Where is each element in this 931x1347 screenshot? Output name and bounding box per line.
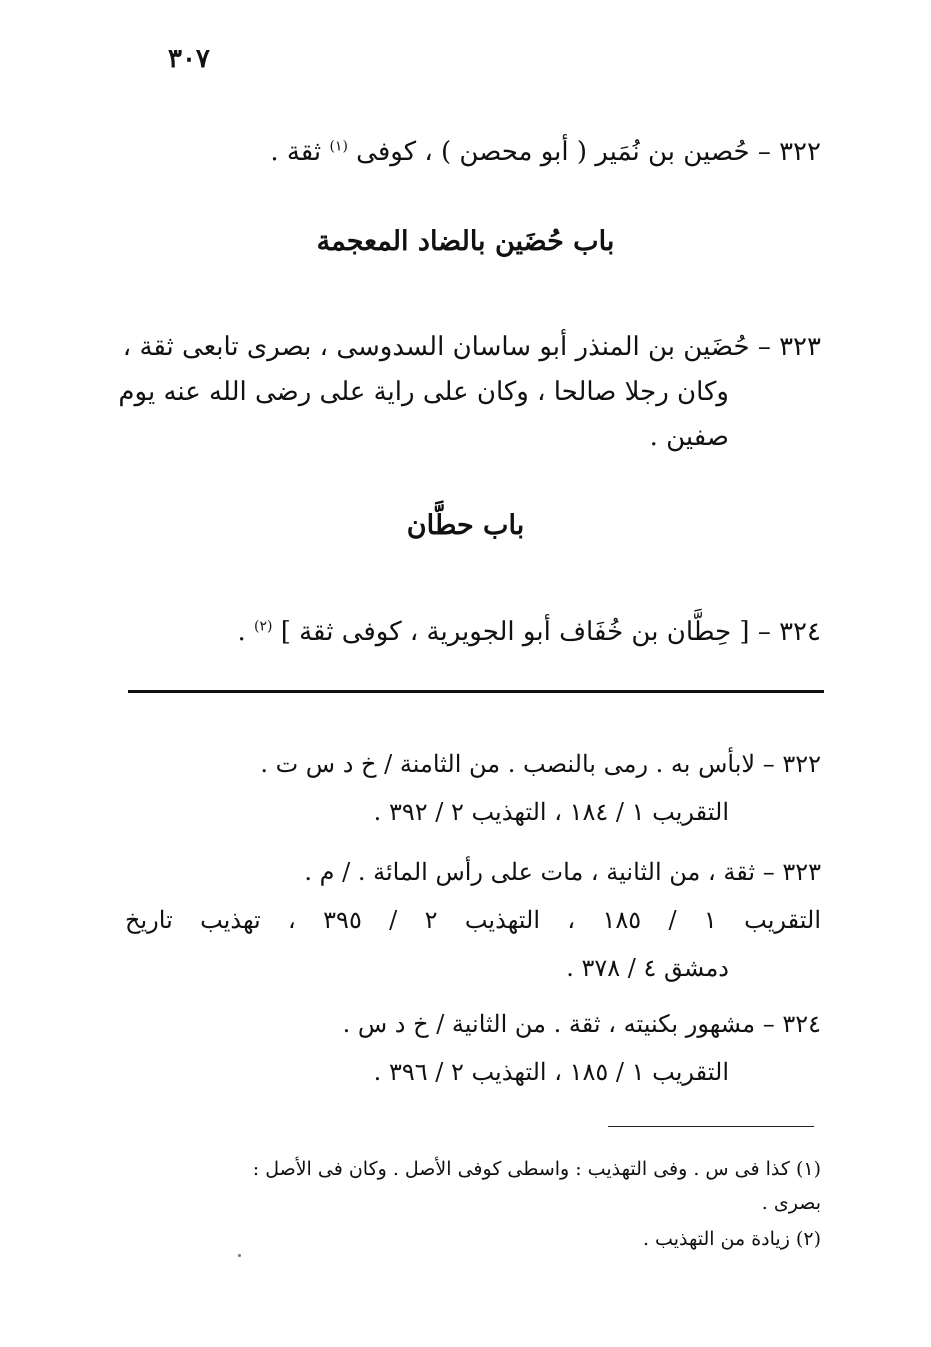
note-line: التقريب ١ / ١٨٤ ، التهذيب ٢ / ٣٩٢ . (373, 798, 729, 826)
footnote-line: بصرى . (761, 1192, 821, 1214)
footnote-ref: (٢) (253, 618, 273, 635)
page-number: ٣٠٧ (168, 44, 210, 74)
entry-number: ٣٢٣ – (757, 332, 821, 362)
footnote-ref: (١) (329, 138, 348, 155)
footnote-rule (608, 1126, 814, 1127)
entry-line: وكان رجلا صالحا ، وكان على راية على رضى الله عنه يوم (118, 377, 729, 407)
note-line: ٣٢٣ – ثقة ، من الثانية ، مات على رأس المائة . / م . (304, 858, 821, 886)
entry-text: [ حِطَّان بن خُفَاف أبو الجويرية ، كوفى ثقة ] (280, 617, 750, 647)
entry-text: حُصين بن نُمَير ( أبو محصن ) ، كوفى (356, 137, 750, 167)
note-line: ٣٢٤ – مشهور بكنيته ، ثقة . من الثانية / خ د س . (342, 1010, 821, 1038)
entry-324 (237, 610, 821, 655)
entry-tail: . (237, 617, 246, 647)
note-line: التقريب ١ / ١٨٥ ، التهذيب ٢ / ٣٩٥ ، تهذيب تاريخ (125, 906, 822, 934)
footnote-1 (121, 1152, 821, 1220)
scan-speck (238, 1254, 241, 1257)
entry-line: صفين . (649, 422, 729, 452)
entry-number: ٣٢٤ – (757, 617, 821, 647)
note-line: ٣٢٢ – لابأس به . رمى بالنصب . من الثامنة / خ د س ت . (260, 750, 821, 778)
entry-tail: ثقة . (270, 137, 322, 167)
entry-number: ٣٢٢ – (757, 137, 821, 167)
section-heading: باب حطَّان (406, 510, 525, 541)
note-line: التقريب ١ / ١٨٥ ، التهذيب ٢ / ٣٩٦ . (373, 1058, 729, 1086)
footnote-line: (١) كذا فى س . وفى التهذيب : واسطى كوفى الأصل . وكان فى الأصل : (252, 1158, 821, 1180)
note-line: دمشق ٤ / ٣٧٨ . (566, 954, 729, 982)
entry-323 (118, 325, 821, 460)
note-323 (125, 848, 821, 992)
section-divider (128, 690, 824, 693)
note-322 (260, 740, 821, 836)
entry-322 (270, 130, 821, 175)
footnote-2: (٢) زيادة من التهذيب . (642, 1228, 821, 1250)
note-324 (343, 1000, 821, 1096)
entry-line: حُضَين بن المنذر أبو ساسان السدوسى ، بصرى تابعى ثقة ، (122, 332, 750, 362)
section-heading: باب حُضَين بالضاد المعجمة (316, 226, 615, 257)
